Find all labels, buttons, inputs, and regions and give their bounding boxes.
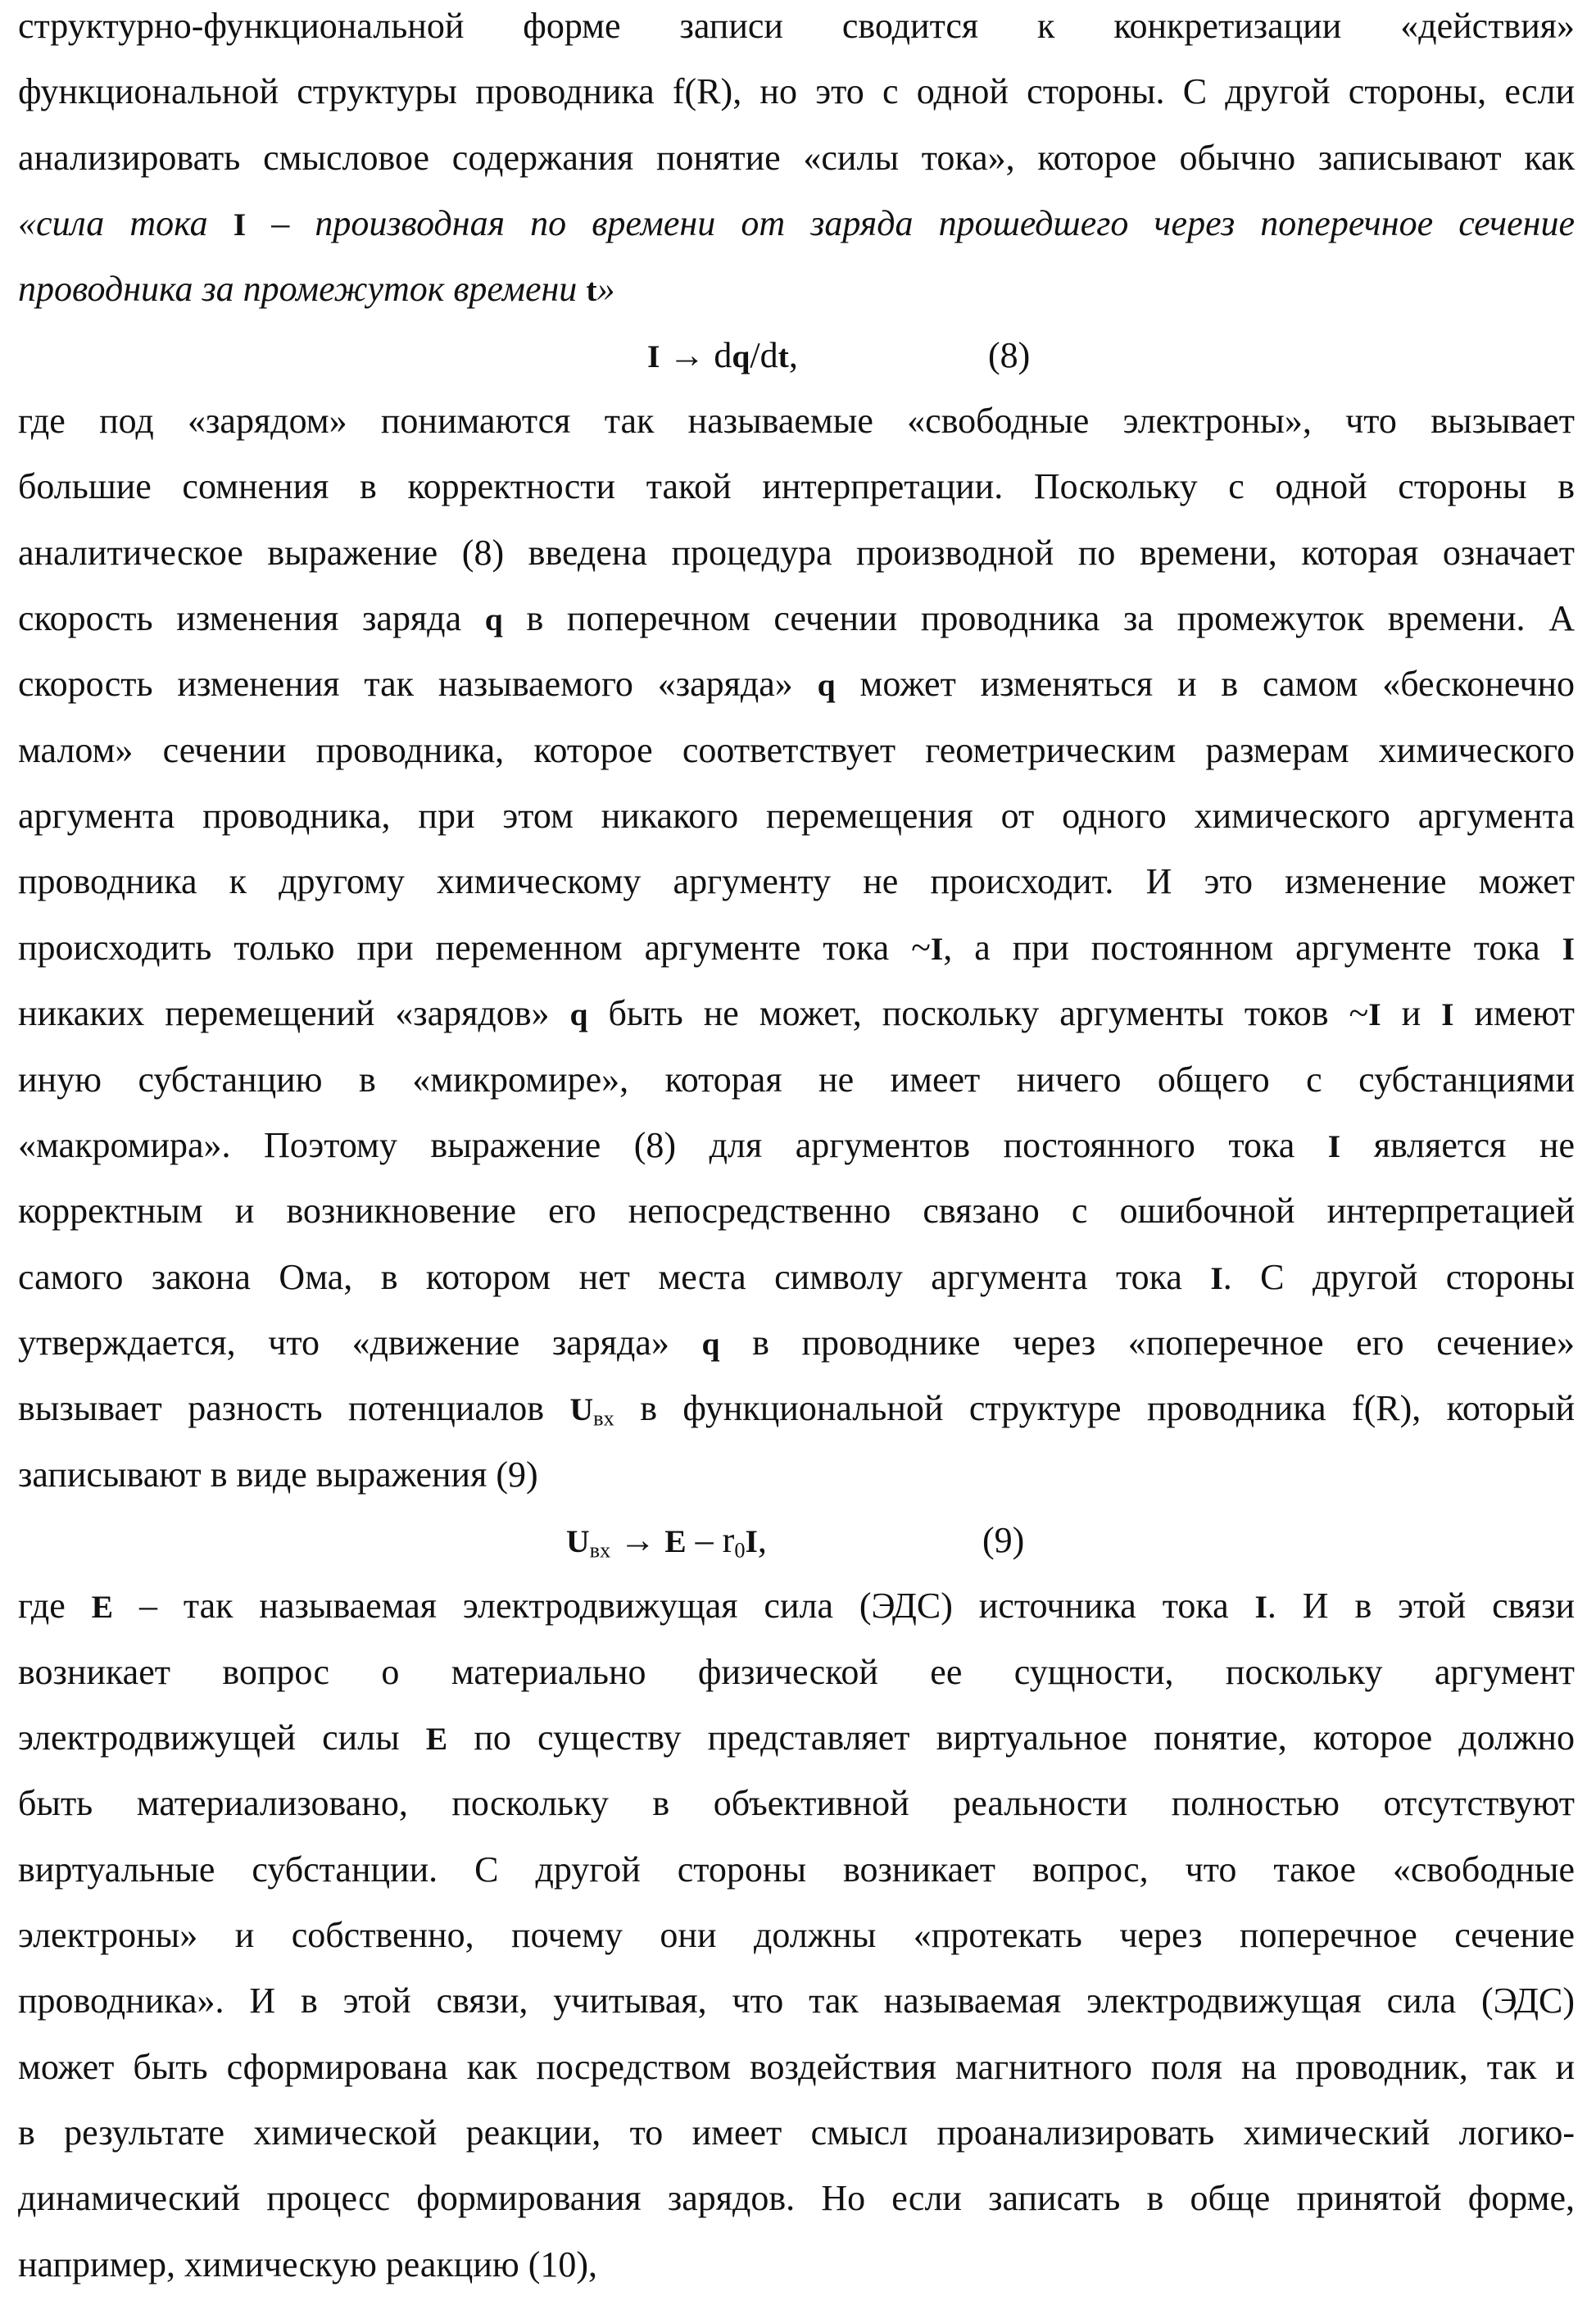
- text-line: [18, 2232, 1575, 2298]
- text-run: – производная по времени от заряда прошедшего через поперечное сечение: [246, 203, 1575, 243]
- text-line: [18, 1837, 1575, 1903]
- formula-expression: [566, 1508, 767, 1583]
- bold-symbol: I: [931, 931, 943, 967]
- subscript: вх: [590, 1538, 611, 1563]
- subscript: 0: [734, 1538, 745, 1563]
- text-line: [18, 651, 1575, 717]
- text-run: в результате химической реакции, то имеет смысл проанализировать химический логико-: [18, 2112, 1575, 2153]
- text-run: – так называемая электродвижущая сила (ЭДС) источника тока: [113, 1586, 1254, 1626]
- text-run: где: [18, 1586, 92, 1626]
- text-line: [18, 1573, 1575, 1639]
- bold-symbol: I: [234, 206, 246, 243]
- text-run: в поперечном сечении проводника за промежуток времени. А: [503, 598, 1575, 638]
- text-run: аргумента проводника, при этом никакого перемещения от одного химического аргумента: [18, 796, 1575, 836]
- text-run: структурно-функциональной форме записи сводится к конкретизации «действия»: [18, 6, 1575, 46]
- text-run: ,: [789, 335, 798, 375]
- text-run: »: [597, 269, 615, 309]
- text-run: корректным и возникновение его непосредственно связано с ошибочной интерпретацией: [18, 1191, 1575, 1231]
- text-run: функциональной структуры проводника f(R), но это с одной стороны. С другой стороны, если: [18, 71, 1575, 111]
- text-line: [18, 1178, 1575, 1244]
- text-run: →: [610, 1520, 664, 1560]
- text-line: [18, 1903, 1575, 1968]
- text-run: проводника за промежуток времени: [18, 269, 586, 309]
- bold-symbol: E: [426, 1721, 447, 1757]
- bold-symbol: I: [1255, 1589, 1267, 1625]
- text-run: по существу представляет виртуальное понятие, которое должно: [447, 1717, 1575, 1758]
- text-run: может изменяться и в самом «бесконечно: [836, 664, 1575, 704]
- bold-symbol: E: [92, 1589, 113, 1625]
- text-line: [18, 718, 1575, 783]
- bold-symbol: U: [570, 1391, 594, 1427]
- text-line: [18, 2035, 1575, 2100]
- bold-symbol: q: [485, 601, 503, 637]
- text-line: [18, 520, 1575, 586]
- bold-symbol: E: [664, 1523, 686, 1559]
- text-run: – r: [687, 1520, 735, 1560]
- text-line: [18, 1376, 1575, 1441]
- bold-symbol: I: [1210, 1260, 1222, 1296]
- bold-symbol: q: [732, 338, 750, 374]
- text-run: в функциональной структуре проводника f(R), который: [614, 1388, 1575, 1428]
- bold-symbol: I: [746, 1523, 758, 1559]
- text-run: никаких перемещений «зарядов»: [18, 993, 570, 1033]
- text-line: [18, 1771, 1575, 1836]
- formula-8: [18, 323, 1575, 388]
- text-line: [18, 59, 1575, 125]
- text-run: электроны» и собственно, почему они должны «протекать через поперечное сечение: [18, 1915, 1575, 1955]
- equation-number: (8): [988, 323, 1030, 388]
- document-page: [18, 0, 1575, 2298]
- equation-number: (9): [982, 1508, 1024, 1573]
- text-run: проводника». И в этой связи, учитывая, что так называемая электродвижущая сила (ЭДС): [18, 1981, 1575, 2021]
- text-line: [18, 1640, 1575, 1705]
- text-run: большие сомнения в корректности такой интерпретации. Поскольку с одной стороны в: [18, 466, 1575, 506]
- text-line: [18, 1968, 1575, 2034]
- bold-symbol: q: [702, 1326, 720, 1362]
- text-run: аналитическое выражение (8) введена процедура производной по времени, которая означает: [18, 533, 1575, 573]
- text-run: проводника к другому химическому аргументу не происходит. И это изменение может: [18, 861, 1575, 901]
- text-run: скорость изменения так называемого «заряда»: [18, 664, 818, 704]
- text-line: [18, 2166, 1575, 2231]
- bold-symbol: I: [1562, 931, 1575, 967]
- text-run: электродвижущей силы: [18, 1717, 426, 1758]
- text-line: [18, 2100, 1575, 2166]
- text-line: [18, 783, 1575, 849]
- text-line: [18, 586, 1575, 651]
- bold-symbol: q: [818, 667, 836, 703]
- text-line: [18, 1442, 1575, 1508]
- text-run: и: [1381, 993, 1442, 1033]
- text-run: динамический процесс формирования зарядов. Но если записать в обще принятой форме,: [18, 2178, 1575, 2218]
- text-run: виртуальные субстанции. С другой стороны возникает вопрос, что такое «свободные: [18, 1849, 1575, 1890]
- text-run: /d: [750, 335, 778, 375]
- text-run: малом» сечении проводника, которое соответствует геометрическим размерам химического: [18, 730, 1575, 770]
- text-run: возникает вопрос о материально физической ее сущности, поскольку аргумент: [18, 1652, 1575, 1692]
- text-run: быть не может, поскольку аргументы токов ~: [588, 993, 1369, 1033]
- bold-symbol: I: [1368, 996, 1381, 1032]
- text-run: «макромира». Поэтому выражение (8) для аргументов постоянного тока: [18, 1125, 1328, 1165]
- text-line: [18, 256, 1575, 322]
- text-run: иную субстанцию в «микромире», которая не имеет ничего общего с субстанциями: [18, 1059, 1575, 1100]
- formula-9: [18, 1508, 1575, 1573]
- text-run: может быть сформирована как посредством воздействия магнитного поля на проводник, так и: [18, 2047, 1575, 2087]
- text-line: [18, 0, 1575, 59]
- text-line: [18, 1310, 1575, 1376]
- text-run: происходить только при переменном аргументе тока ~: [18, 928, 931, 968]
- text-line: [18, 191, 1575, 256]
- text-line: [18, 1047, 1575, 1113]
- text-run: утверждается, что «движение заряда»: [18, 1323, 702, 1363]
- text-line: [18, 1705, 1575, 1771]
- text-line: [18, 388, 1575, 454]
- bold-symbol: I: [1328, 1128, 1340, 1164]
- text-run: записывают в виде выражения (9): [18, 1454, 538, 1495]
- text-run: имеют: [1454, 993, 1575, 1033]
- text-run: ,: [758, 1520, 767, 1560]
- text-run: скорость изменения заряда: [18, 598, 485, 638]
- text-run: например, химическую реакцию (10),: [18, 2244, 597, 2285]
- bold-symbol: q: [570, 996, 588, 1032]
- bold-symbol: I: [647, 338, 660, 374]
- text-line: [18, 454, 1575, 520]
- text-line: [18, 981, 1575, 1046]
- text-run: «сила тока: [18, 203, 234, 243]
- text-run: анализировать смысловое содержания понятие «силы тока», которое обычно записывают как: [18, 138, 1575, 178]
- bold-symbol: t: [778, 338, 789, 374]
- text-run: → d: [660, 335, 732, 375]
- text-line: [18, 915, 1575, 981]
- text-run: является не: [1340, 1125, 1575, 1165]
- text-run: где под «зарядом» понимаются так называемые «свободные электроны», что вызывает: [18, 401, 1575, 441]
- text-run: быть материализовано, поскольку в объективной реальности полностью отсутствуют: [18, 1783, 1575, 1823]
- subscript: вх: [593, 1406, 614, 1431]
- text-line: [18, 1113, 1575, 1178]
- formula-expression: [647, 323, 798, 389]
- text-run: вызывает разность потенциалов: [18, 1388, 570, 1428]
- text-line: [18, 125, 1575, 191]
- text-line: [18, 849, 1575, 914]
- bold-symbol: t: [586, 272, 596, 308]
- text-run: в проводнике через «поперечное его сечение»: [720, 1323, 1575, 1363]
- text-line: [18, 1245, 1575, 1310]
- text-run: , а при постоянном аргументе тока: [943, 928, 1562, 968]
- bold-symbol: I: [1441, 996, 1453, 1032]
- text-run: . И в этой связи: [1267, 1586, 1575, 1626]
- text-run: самого закона Ома, в котором нет места символу аргумента тока: [18, 1257, 1210, 1297]
- bold-symbol: U: [566, 1523, 590, 1559]
- text-run: . С другой стороны: [1223, 1257, 1575, 1297]
